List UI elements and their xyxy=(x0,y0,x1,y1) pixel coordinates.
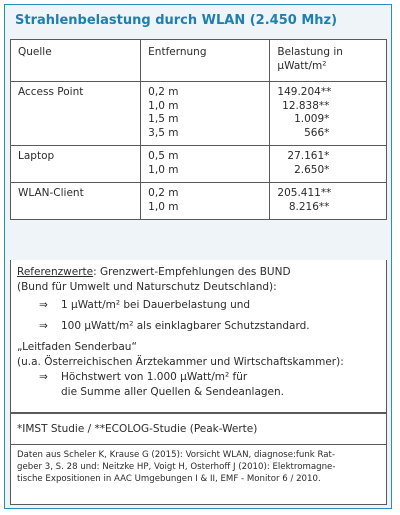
exposure-value: 2.650* xyxy=(294,163,330,176)
reference-item-1 xyxy=(17,298,380,313)
guideline-line-2: (u.a. Österreichischen Ärztekammer und Wirtschaftskammer): xyxy=(17,356,344,368)
header-exposure-unit: μWatt/m² xyxy=(277,59,327,72)
distance-value: 1,0 m xyxy=(148,200,179,213)
page-title: Strahlenbelastung durch WLAN (2.450 Mhz) xyxy=(15,13,338,28)
source-cell: Laptop xyxy=(11,146,141,183)
exposure-value: 1.009* xyxy=(294,113,330,125)
header-distance: Entfernung xyxy=(141,40,270,82)
guideline-item-text: Höchstwert von 1.000 μWatt/m² für xyxy=(61,371,248,383)
distance-cell xyxy=(141,82,270,146)
distance-value: 3,5 m xyxy=(148,126,179,139)
studies-legend: *IMST Studie / **ECOLOG-Studie (Peak-Werte) xyxy=(10,413,387,445)
source-line: Daten aus Scheler K, Krause G (2015): Vorsicht WLAN, diagnose:funk Rat- xyxy=(17,450,336,460)
source-cell: WLAN-Client xyxy=(11,183,141,220)
reference-label: Referenzwerte xyxy=(17,266,94,278)
distance-cell xyxy=(141,146,270,183)
distance-value: 1,5 m xyxy=(148,113,179,125)
exposure-cell xyxy=(270,183,387,220)
exposure-value: 149.204** xyxy=(277,86,332,98)
distance-value: 1,0 m xyxy=(148,99,179,112)
exposure-value: 566* xyxy=(304,126,330,139)
exposure-value: 12.838** xyxy=(282,99,330,112)
reference-heading xyxy=(17,265,380,280)
header-source: Quelle xyxy=(11,40,141,82)
source-line: tische Expositionen in AAC Umgebungen I & II, EMF - Monitor 6 / 2010. xyxy=(17,474,321,484)
info-box xyxy=(4,4,392,509)
reference-item-2 xyxy=(17,319,380,334)
table-row xyxy=(11,82,387,146)
distance-value: 1,0 m xyxy=(148,163,179,176)
header-exposure xyxy=(270,40,387,82)
guideline-item-line-2: die Summe aller Quellen & Sendeanlagen. xyxy=(61,386,284,398)
reference-line-2: (Bund für Umwelt und Naturschutz Deutschland): xyxy=(17,281,277,293)
table-header-row xyxy=(11,40,387,82)
source-citation xyxy=(10,445,387,505)
table-row xyxy=(11,183,387,220)
table-row xyxy=(11,146,387,183)
reference-notes xyxy=(10,260,387,413)
guideline-item xyxy=(17,370,380,385)
exposure-table xyxy=(10,39,387,220)
source-line: geber 3, S. 28 und: Neitzke HP, Voigt H, Osterhoff J (2010): Elektromagne- xyxy=(17,462,336,472)
distance-value: 0,2 m xyxy=(148,86,179,98)
distance-value: 0,2 m xyxy=(148,187,179,199)
exposure-value: 8.216** xyxy=(288,200,330,213)
reference-item-1-text: 1 μWatt/m² bei Dauerbelastung und xyxy=(61,299,251,311)
arrow-icon: ⇒ xyxy=(39,371,48,383)
header-exposure-line1: Belastung in xyxy=(277,46,343,58)
arrow-icon: ⇒ xyxy=(39,320,48,332)
reference-item-2-text: 100 μWatt/m² als einklagbarer Schutzstandard. xyxy=(61,320,310,332)
guideline-heading: „Leitfaden Senderbau“ xyxy=(17,341,137,353)
exposure-value: 27.161* xyxy=(287,150,330,162)
arrow-icon: ⇒ xyxy=(39,299,48,311)
distance-value: 0,5 m xyxy=(148,150,179,162)
exposure-value: 205.411** xyxy=(277,187,332,199)
exposure-cell xyxy=(270,146,387,183)
reference-text: : Grenzwert-Empfehlungen des BUND xyxy=(93,266,291,278)
distance-cell xyxy=(141,183,270,220)
source-cell: Access Point xyxy=(11,82,141,146)
exposure-cell xyxy=(270,82,387,146)
